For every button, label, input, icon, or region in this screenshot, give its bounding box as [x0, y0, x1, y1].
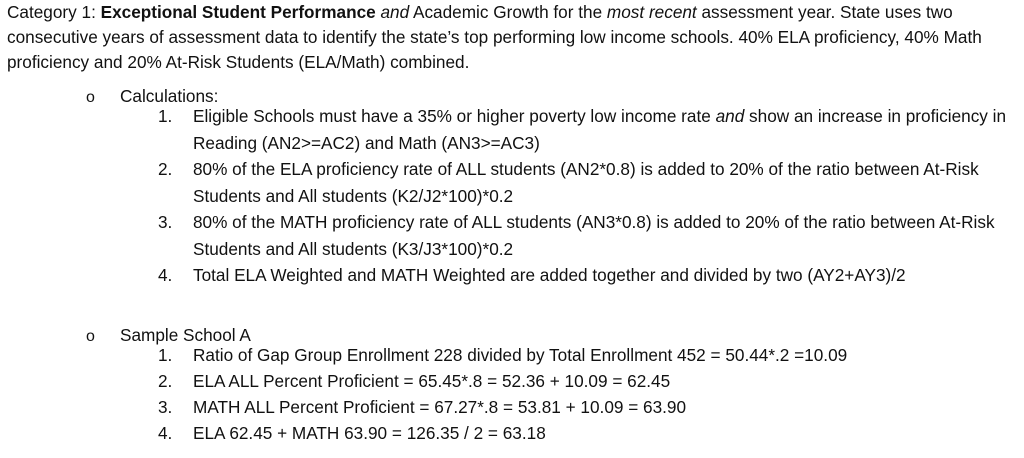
calculation-text-b: show an increase in proficiency in Reading (AN2>=AC2) and Math (AN3>=AC3) — [193, 106, 1007, 153]
sample-number: 2. — [158, 371, 173, 391]
sample-item — [150, 342, 1010, 368]
sample-bullet: o — [86, 328, 95, 345]
calculation-number: 1. — [158, 106, 173, 126]
sample-number: 1. — [158, 345, 173, 365]
calculation-item — [150, 209, 1010, 262]
category-lead: Category 1: — [7, 2, 101, 22]
calculation-number: 4. — [158, 265, 173, 285]
sample-list — [150, 342, 1010, 446]
sample-text: Ratio of Gap Group Enrollment 228 divided by Total Enrollment 452 = 50.44*.2 =10.09 — [193, 345, 848, 365]
calculation-item — [150, 262, 1010, 289]
calculation-italic: and — [715, 106, 745, 126]
calculation-number: 2. — [158, 159, 173, 179]
calculations-bullet: o — [86, 89, 95, 106]
intro-text-b: assessment year. State uses two consecutive years of assessment data to identify the state’s top performing low income schools. 40% ELA proficiency, 40% Math proficiency and 20% At-Risk Students (ELA/Math) combined. — [7, 2, 982, 72]
calculation-item — [150, 156, 1010, 209]
sample-number: 4. — [158, 423, 173, 443]
sample-item — [150, 420, 1010, 446]
calculation-number: 3. — [158, 212, 173, 232]
sample-item — [150, 368, 1010, 394]
sample-text: ELA ALL Percent Proficient = 65.45*.8 = 52.36 + 10.09 = 62.45 — [193, 371, 671, 391]
intro-text-a: Academic Growth for the — [409, 2, 607, 22]
sample-text: ELA 62.45 + MATH 63.90 = 126.35 / 2 = 63.18 — [193, 423, 546, 443]
intro-italic-phrase: most recent — [606, 2, 697, 22]
calculations-title: Calculations: — [120, 86, 219, 106]
sample-text: MATH ALL Percent Proficient = 67.27*.8 = 53.81 + 10.09 = 63.90 — [193, 397, 687, 417]
calculation-text-a: Eligible Schools must have a 35% or higher poverty low income rate — [193, 106, 716, 126]
intro-paragraph — [7, 0, 1019, 75]
sample-item — [150, 394, 1010, 420]
sample-title: Sample School A — [120, 325, 251, 345]
category-and-word: and — [380, 2, 410, 22]
category-bold-title: Exceptional Student Performance — [100, 2, 376, 22]
calculation-text: Total ELA Weighted and MATH Weighted are added together and divided by two (AY2+AY3)/2 — [193, 265, 906, 285]
calculation-text: 80% of the ELA proficiency rate of ALL students (AN2*0.8) is added to 20% of the ratio between At-Risk Students and All students (K2/J2*100)*0.2 — [193, 159, 979, 206]
calculation-item — [150, 103, 1010, 156]
calculation-text: 80% of the MATH proficiency rate of ALL students (AN3*0.8) is added to 20% of the ratio between At-Risk Students and All students (K3/J3*100)*0.2 — [193, 212, 995, 259]
calculations-list — [150, 103, 1010, 289]
sample-number: 3. — [158, 397, 173, 417]
